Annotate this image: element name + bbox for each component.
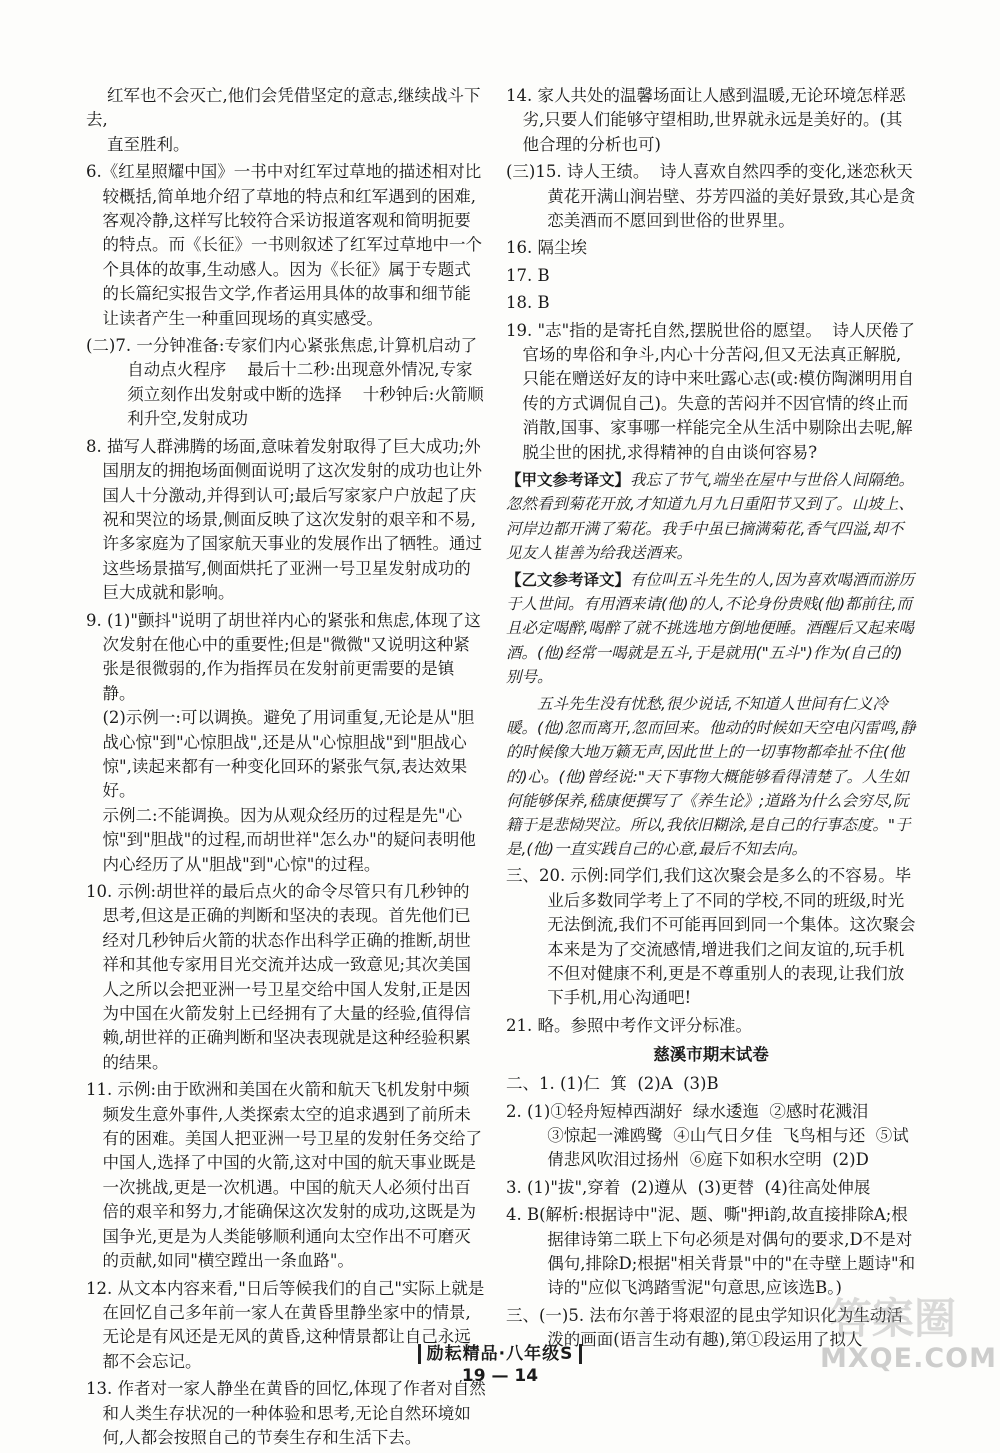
- translation-yi-continued: 五斗先生没有忧愁,很少说话,不知道人世间有仁义冷暖。(他)忽而离开,忽而回来。他动的时候如天空电闪雷鸣,静的时候像大地万籁无声,因此世上的一切事物都牵扯不住(他的)心。(他)曾经说:"天下事物大概能够看得清楚了。人生如何能够保养,嵇康便撰写了《养生论》;道路为什么会穷尽,阮籍于是悲恸哭泣。所以,我依旧糊涂,是自己的行事态度。"于是,(他)一直实践自己的心意,最后不知去向。: [506, 694, 916, 859]
- right-answer-4: 18. B: [506, 293, 550, 313]
- brand-label: 励耘精品·八年级S: [418, 1344, 583, 1364]
- right-answer-2: 16. 隔尘埃: [506, 238, 587, 258]
- left-answer-8: 13. 作者对一家人静坐在黄昏的回忆,体现了作者对自然和人类生存状况的一种体验和思考,无论自然环境如何,人都会按照自己的节奏生存和生活下去。: [86, 1379, 486, 1447]
- translation-jia-text: 我忘了节气,端坐在屋中与世俗人间隔绝。忽然看到菊花开放,才知道九月九日重阳节又到了。山坡上、河岸边都开满了菊花。我手中虽已摘满菊花,香气四溢,却不见友人崔善为给我送酒来。: [506, 471, 914, 562]
- essay-answer-0: 三、20. 示例:同学们,我们这次聚会是多么的不容易。毕业后多数同学考上了不同的学校,不同的班级,时光无法倒流,我们不可能再回到同一个集体。这次聚会本来是为了交流感情,增进我们之间友谊的,玩手机不但对健康不利,更是不尊重别人的表现,让我们放下手机,用心沟通吧!: [506, 866, 916, 1008]
- watermark-logo-mark: 答案圈: [830, 1294, 957, 1343]
- left-answer-4: 9. (1)"颤抖"说明了胡世祥内心的紧张和焦虑,体现了这次发射在他心中的重要性;但是"微微"又说明这种紧张是很微弱的,作为指挥员在发射前更需要的是镇静。 (2)示例一:可以调换。避免了用词重复,无论是从"胆战心惊"到"心惊胆战",还是从"心惊胆战"到"胆战心惊",读起来都有一种变化回环的紧张气氛,表达效果好。 示例二:不能调换。因为从观众经历的过程是先"心惊"到"胆战"的过程,而胡世祥"怎么办"的疑问表明他内心经历了从"胆战"到"心惊"的过程。: [86, 610, 481, 874]
- translation-yi-label: 【乙文参考译文】: [506, 569, 631, 589]
- page-number: 19 — 14: [461, 1366, 539, 1386]
- section-title: 慈溪市期末试卷: [653, 1045, 769, 1065]
- right-column: [506, 84, 916, 1356]
- right-answer-0: 14. 家人共处的温馨场面让人感到温暖,无论环境怎样恶劣,只要人们能够守望相助,世界就永远是美好的。(其他合理的分析也可): [506, 86, 906, 154]
- right-answer-1: (三)15. 诗人王绩。 诗人喜欢自然四季的变化,迷恋秋天黄花开满山涧岩壁、芬芳四溢的美好景致,其心是贪恋美酒而不愿回到世俗的世界里。: [506, 162, 916, 231]
- cixi-answer-4: 三、(一)5. 法布尔善于将艰涩的昆虫学知识化为生动活泼的画面(语言生动有趣),第①段运用了拟人: [506, 1305, 903, 1350]
- watermark-logo: [820, 1284, 997, 1374]
- translation-yi-text: 有位叫五斗先生的人,因为喜欢喝酒而游历于人世间。有用酒来请(他)的人,不论身份贵贱(他)都前往,而且必定喝醉,喝醉了就不挑选地方倒地便睡。酒醒后又起来喝酒。(他)经常一喝就是五斗,于是就用("五斗")作为(自己的)别号。: [506, 570, 914, 686]
- cixi-answer-0: 二、1. (1)仁 箕 (2)A (3)B: [506, 1074, 719, 1094]
- left-answer-1: 6.《红星照耀中国》一书中对红军过草地的描述相对比较概括,简单地介绍了草地的特点和红军遇到的困难,客观冷静,这样写比较符合采访报道客观和简明扼要的特点。而《长征》一书则叙述了红军过草地中一个个具体的故事,生动感人。因为《长征》属于专题式的长篇纪实报告文学,作者运用具体的故事和细节能让读者产生一种重回现场的真实感受。: [86, 162, 482, 328]
- answers-20-21: [506, 864, 916, 1038]
- left-answer-7: 12. 从文本内容来看,"日后等候我们的自己"实际上就是在回忆自己多年前一家人在黄昏里静坐家中的情景,无论是有风还是无风的黄昏,这种情景都让自己永远都不会忘记。: [86, 1278, 485, 1371]
- left-column: [86, 84, 486, 1453]
- left-answer-5: 10. 示例:胡世祥的最后点火的命令尽管只有几秒钟的思考,但这是正确的判断和坚决的表现。首先他们已经对几秒钟后火箭的状态作出科学正确的推断,胡世祥和其他专家用目光交流并达成一致意见;其次美国人之所以会把亚洲一号卫星交给中国人发射,正是因为中国在火箭发射上已经拥有了大量的经验,值得信赖,胡世祥的正确判断和坚决表现就是这种经验积累的结果。: [86, 882, 472, 1072]
- watermark-text: MXQE.COM: [820, 1343, 997, 1374]
- cixi-answer-2: 3. (1)"拔",穿着 (2)遵从 (3)更替 (4)往高处伸展: [506, 1177, 871, 1197]
- translation-yi: [506, 568, 916, 689]
- translation-jia: [506, 468, 916, 565]
- left-answer-3: 8. 描写人群沸腾的场面,意味着发射取得了巨大成功;外国朋友的拥抱场面侧面说明了这次发射的成功也让外国人十分激动,并得到认可;最后写家家户户放起了庆祝和哭泣的场景,侧面反映了这次发射的艰辛和不易,许多家庭为了国家航天事业的发展作出了牺牲。通过这些场景描写,侧面烘托了亚洲一号卫星发射成功的巨大成就和影响。: [86, 436, 482, 603]
- cixi-answer-1: 2. (1)①轻舟短棹西湖好 绿水逶迤 ②感时花溅泪 ③惊起一滩鸥鹭 ④山气日夕佳 飞鸟相与还 ⑤试倩悲风吹泪过扬州 ⑥庭下如积水空明 (2)D: [506, 1101, 909, 1170]
- left-answer-2: (二)7. 一分钟准备:专家们内心紧张焦虑,计算机启动了自动点火程序 最后十二秒:出现意外情况,专家须立刻作出发射或中断的选择 十秒钟后:火箭顺利升空,发射成功: [86, 336, 484, 429]
- right-answer-5: 19. "志"指的是寄托自然,摆脱世俗的愿望。 诗人厌倦了官场的卑俗和争斗,内心十分苦闷,但又无法真正解脱,只能在赠送好友的诗中来吐露心志(或:模仿陶渊明用自传的方式调侃自己)。失意的苦闷并不因官情的终止而消散,国事、家事哪一样能完全从生活中剔除出去呢,解脱尘世的困扰,求得精神的自由谈何容易?: [506, 320, 915, 462]
- left-answer-6: 11. 示例:由于欧洲和美国在火箭和航天飞机发射中频频发生意外事件,人类探索太空的追求遇到了前所未有的困难。美国人把亚洲一号卫星的发射任务交给了中国人,选择了中国的火箭,这对中国的航天事业既是一次挑战,更是一次机遇。中国的航天人必须付出百倍的艰辛和努力,才能确保这次发射的成功,这既是为国争光,更是为人类能够顺利通向太空作出不可磨灭的贡献,如同"横空蹚出一条血路"。: [86, 1080, 482, 1271]
- right-answer-3: 17. B: [506, 265, 550, 285]
- cixi-answer-3: 4. B(解析:根据诗中"泥、题、嘶"押i韵,故直接排除A;根据律诗第二联上下句必须是对偶句的要求,D不是对偶句,排除D;根据"相关背景"中的"在寺壁上题诗"和诗的"应似飞鸿踏雪泥"句意思,应该选B。): [506, 1205, 916, 1298]
- left-answer-0: 红军也不会灭亡,他们会凭借坚定的意志,继续战斗下去, 直至胜利。: [86, 86, 481, 154]
- answers-14-19: [506, 84, 916, 465]
- essay-answer-1: 21. 略。参照中考作文评分标准。: [506, 1015, 752, 1035]
- translation-jia-label: 【甲文参考译文】: [506, 470, 631, 490]
